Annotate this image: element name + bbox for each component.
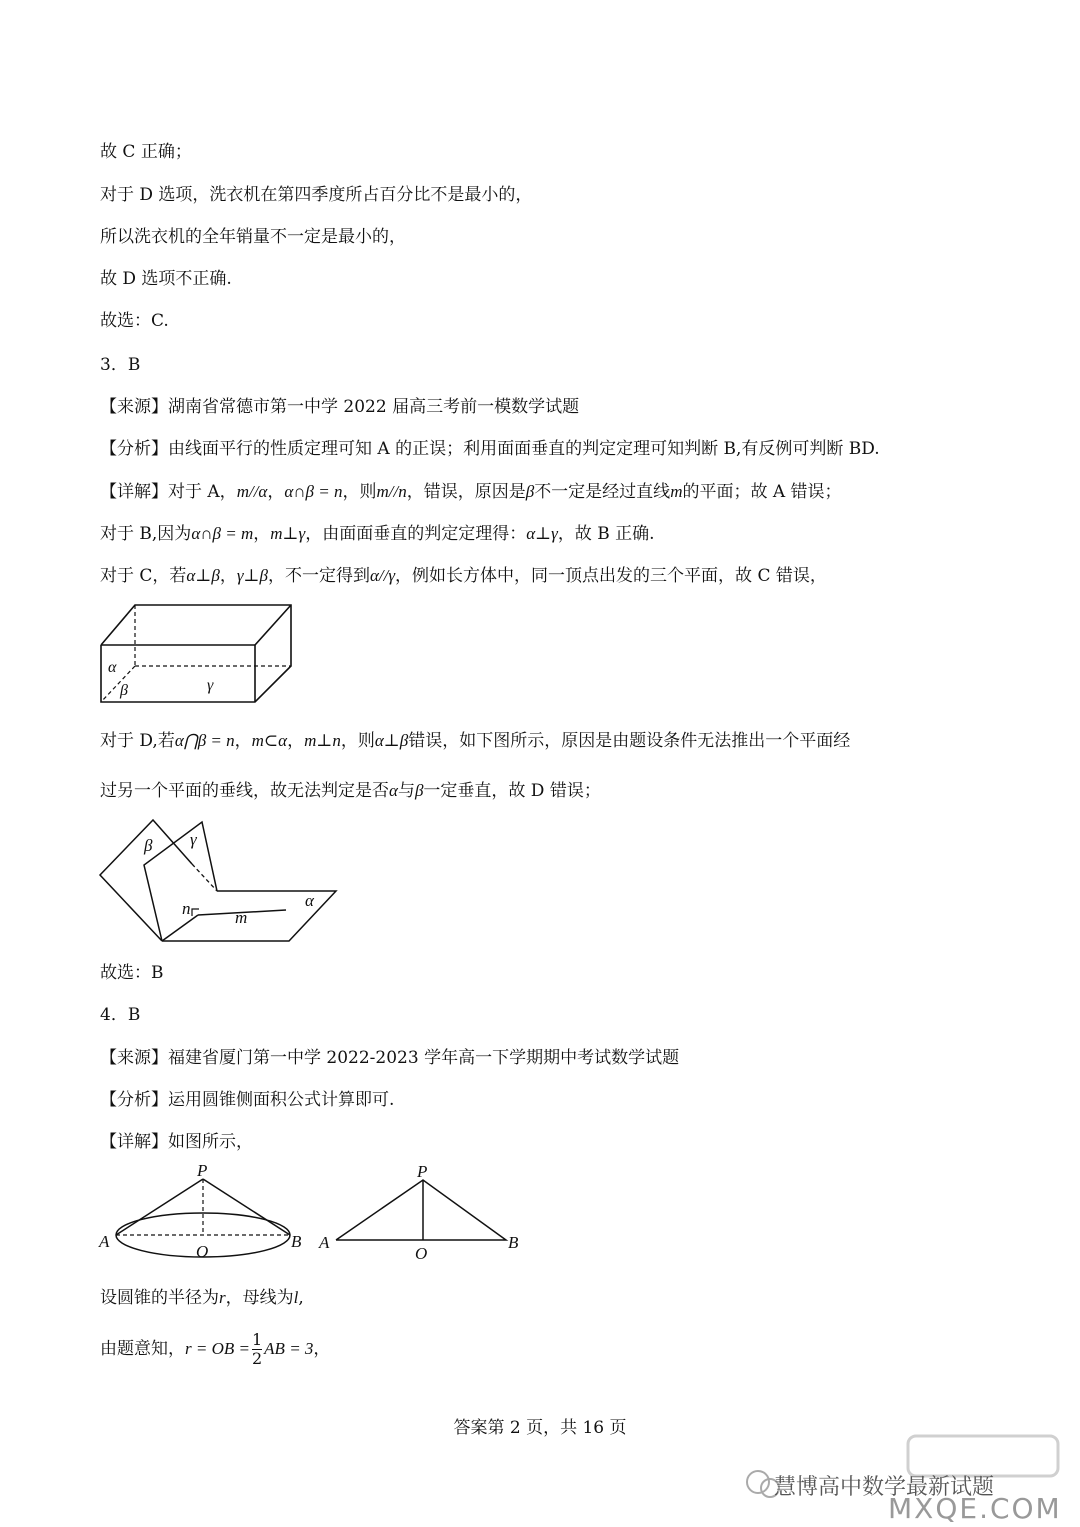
text: ，母线为 [225, 1288, 294, 1308]
math: α⊥β [186, 566, 220, 585]
text-line: 故选：B [100, 963, 164, 983]
math: m⊂α [251, 731, 288, 750]
label-O: O [196, 1242, 209, 1261]
label-O: O [415, 1244, 428, 1263]
text: 【详解】对于 A， [100, 482, 237, 502]
math: β [525, 482, 535, 501]
text: ， [313, 1339, 331, 1359]
label-A: A [319, 1233, 330, 1252]
text-line [100, 1287, 304, 1309]
math: α [389, 781, 398, 800]
text: 一定垂直，故 D 错误； [423, 781, 601, 801]
label-B: B [508, 1233, 519, 1252]
text-line [100, 523, 655, 545]
math: r = OB = [185, 1339, 250, 1358]
label-A: A [99, 1232, 110, 1251]
text: ，则 [342, 482, 377, 502]
text: ， [267, 482, 285, 502]
triangle-outline [336, 1180, 506, 1240]
label-n: n [182, 899, 191, 918]
label-B: B [291, 1232, 302, 1251]
text: ， [253, 524, 271, 544]
numerator: 1 [251, 1330, 263, 1349]
source-line: 【来源】福建省厦门第一中学 2022-2023 学年高一下学期期中考试数学试题 [100, 1048, 680, 1068]
text: ，不一定得到 [267, 566, 370, 586]
text-line: 故 C 正确； [100, 142, 192, 162]
cone-figure [96, 1160, 308, 1264]
text: 不一定是经过直线 [534, 482, 671, 502]
text: ，由面面垂直的判定定理得： [305, 524, 527, 544]
text-line: 故选：C. [100, 311, 169, 331]
analysis-line: 【分析】运用圆锥侧面积公式计算即可. [100, 1090, 395, 1110]
text: 对于 D,若 [100, 731, 175, 751]
math: m [670, 482, 683, 501]
text: 由题意知， [100, 1339, 185, 1359]
watermark-domain: MXQE.COM [888, 1492, 1062, 1525]
hidden-edge [101, 666, 135, 702]
cuboid-outline [101, 605, 291, 702]
watermark-text: 慧博高中数学最新试题 [774, 1475, 995, 1500]
text-line [100, 730, 850, 752]
cuboid-edge [255, 605, 291, 645]
question-number: 3．B [100, 355, 141, 375]
math: m⊥γ [270, 524, 306, 543]
text: , [298, 1288, 304, 1308]
text: 错误，如下图所示，原因是由题设条件无法推出一个平面经 [408, 731, 851, 751]
label-P: P [197, 1161, 208, 1180]
math: α⊥β [374, 731, 409, 750]
math: AB = 3 [264, 1339, 314, 1358]
hidden-intersection [192, 864, 217, 891]
triangle-figure [316, 1160, 526, 1264]
math: m//α [236, 482, 268, 501]
math: β [414, 781, 424, 800]
text: ，则 [340, 731, 375, 751]
label-alpha: α [305, 891, 314, 910]
question-number: 4．B [100, 1005, 141, 1025]
text-line [100, 780, 601, 802]
math: r [219, 1288, 226, 1307]
cone-generatrix [116, 1179, 203, 1235]
text: ， [234, 731, 252, 751]
math: α//γ [369, 566, 396, 585]
text: ，例如长方体中，同一顶点出发的三个平面，故 C 错误， [395, 566, 827, 586]
math: α∩β = m [191, 524, 254, 543]
text-line: 对于 D 选项，洗衣机在第四季度所占百分比不是最小的， [100, 185, 533, 205]
text: 的平面；故 A 错误； [682, 482, 842, 502]
label-P: P [417, 1162, 428, 1181]
detail-line: 【详解】如图所示， [100, 1132, 253, 1152]
text: 过另一个平面的垂线，故无法判定是否 [100, 781, 389, 801]
page-footer: 答案第 2 页，共 16 页 [453, 1418, 627, 1438]
source-line: 【来源】湖南省常德市第一中学 2022 届高三考前一模数学试题 [100, 397, 580, 417]
label-gamma: γ [190, 830, 197, 849]
plane-gamma [144, 822, 217, 941]
math: m//n [376, 482, 407, 501]
text: 对于 B,因为 [100, 524, 192, 544]
analysis-line: 【分析】由线面平行的性质定理可知 A 的正误；利用面面垂直的判定定理可知判断 B,有反例可判断 BD. [100, 439, 880, 459]
detail-line [100, 481, 842, 503]
math: l [293, 1288, 299, 1307]
planes-figure [98, 818, 340, 944]
cuboid-figure [98, 602, 294, 704]
label-alpha: α [108, 659, 117, 676]
fraction [252, 1331, 262, 1368]
wechat-icon [747, 1471, 769, 1493]
denominator: 2 [251, 1349, 263, 1368]
text-line: 故 D 选项不正确. [100, 269, 232, 289]
text: ，错误，原因是 [406, 482, 526, 502]
text-line: 所以洗衣机的全年销量不一定是最小的， [100, 227, 406, 247]
text-line [100, 565, 827, 587]
text: ， [287, 731, 305, 751]
text: 设圆锥的半径为 [100, 1288, 219, 1308]
label-m: m [235, 908, 248, 927]
math: γ⊥β [236, 566, 268, 585]
math: α∩β = n [284, 482, 343, 501]
label-gamma: γ [207, 677, 214, 694]
label-beta: β [120, 682, 128, 699]
line-n [162, 915, 198, 941]
text: ， [219, 566, 237, 586]
math: m⊥n [304, 731, 341, 750]
formula-line [100, 1326, 330, 1372]
text: 与 [397, 781, 415, 801]
label-beta: β [144, 836, 153, 855]
cone-generatrix [203, 1179, 290, 1235]
math: α⋂β = n [174, 731, 235, 750]
math: α⊥γ [526, 524, 558, 543]
text: 对于 C，若 [100, 566, 187, 586]
text: ，故 B 正确. [557, 524, 655, 544]
